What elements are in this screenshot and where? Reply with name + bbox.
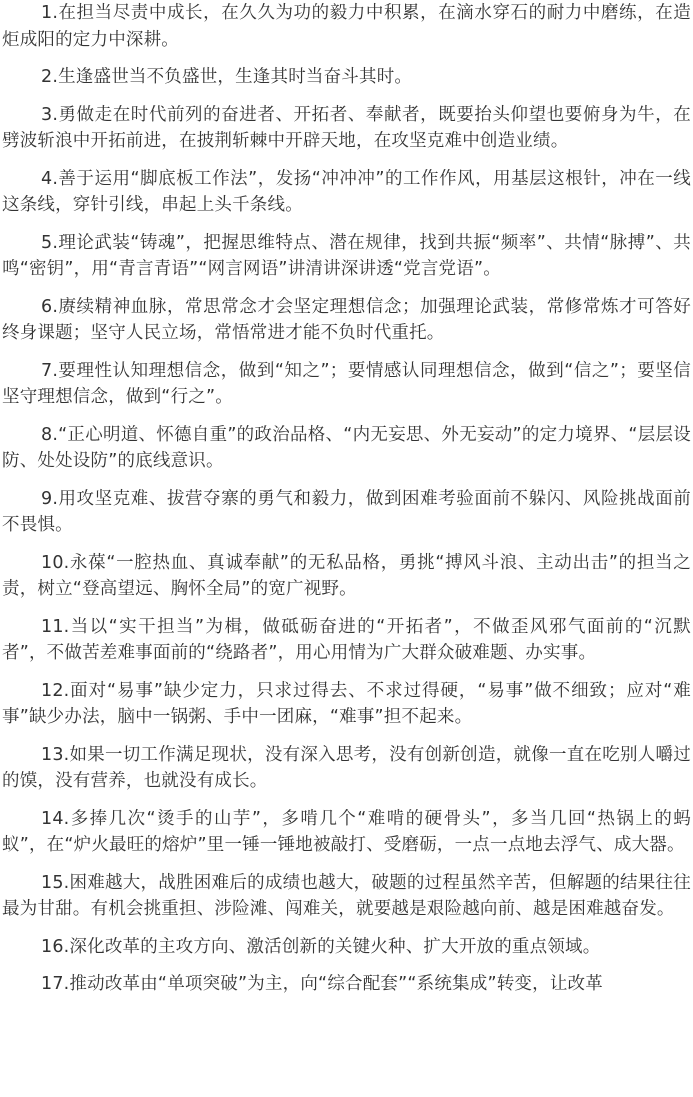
paragraph-17: 17.推动改革由“单项突破”为主，向“综合配套”“系统集成”转变，让改革	[41, 974, 603, 994]
paragraph-13: 13.如果一切工作满足现状，没有深入思考，没有创新创造，就像一直在吃别人嚼过的馍，没有营养，也就没有成长。	[2, 744, 691, 791]
paragraph-11: 11.当以“实干担当”为楫，做砥砺奋进的“开拓者”，不做歪风邪气面前的“沉默者”，不做苦差难事面前的“绕路者”，用心用情为广大群众破难题、办实事。	[2, 616, 691, 663]
paragraph-3: 3.勇做走在时代前列的奋进者、开拓者、奉献者，既要抬头仰望也要俯身为牛，在劈波斩浪中开拓前进，在披荆斩棘中开辟天地，在攻坚克难中创造业绩。	[2, 104, 691, 151]
paragraph-7: 7.要理性认知理想信念，做到“知之”；要情感认同理想信念，做到“信之”；要坚信坚守理想信念，做到“行之”。	[2, 360, 691, 407]
paragraph-12: 12.面对“易事”缺少定力，只求过得去、不求过得硬，“易事”做不细致；应对“难事”缺少办法，脑中一锅粥、手中一团麻，“难事”担不起来。	[2, 680, 691, 727]
paragraph-10: 10.永葆“一腔热血、真诚奉献”的无私品格，勇挑“搏风斗浪、主动出击”的担当之责，树立“登高望远、胸怀全局”的宽广视野。	[2, 552, 691, 599]
paragraph-1: 1.在担当尽责中成长，在久久为功的毅力中积累，在滴水穿石的耐力中磨练，在造炬成阳的定力中深耕。	[2, 3, 691, 50]
paragraph-9: 9.用攻坚克难、拔营夺寨的勇气和毅力，做到困难考验面前不躲闪、风险挑战面前不畏惧。	[2, 488, 691, 535]
paragraph-16: 16.深化改革的主攻方向、激活创新的关键火种、扩大开放的重点领域。	[41, 936, 601, 957]
paragraph-2: 2.生逢盛世当不负盛世，生逢其时当奋斗其时。	[41, 67, 413, 87]
paragraph-6: 6.赓续精神血脉，常思常念才会坚定理想信念；加强理论武装，常修常炼才可答好终身课题；坚守人民立场，常悟常进才能不负时代重托。	[2, 296, 691, 343]
paragraph-15: 15.困难越大，战胜困难后的成绩也越大，破题的过程虽然辛苦，但解题的结果往往最为甘甜。有机会挑重担、涉险滩、闯难关，就要越是艰险越向前、越是困难越奋发。	[2, 872, 691, 919]
paragraph-8: 8.“正心明道、怀德自重”的政治品格、“内无妄思、外无妄动”的定力境界、“层层设防、处处设防”的底线意识。	[2, 424, 691, 471]
paragraph-4: 4.善于运用“脚底板工作法”，发扬“冲冲冲”的工作作风，用基层这根针，冲在一线这条线，穿针引线，串起上头千条线。	[2, 168, 691, 215]
article-body	[2, 0, 691, 1009]
paragraph-5: 5.理论武装“铸魂”，把握思维特点、潜在规律，找到共振“频率”、共情“脉搏”、共鸣“密钥”，用“青言青语”“网言网语”讲清讲深讲透“党言党语”。	[2, 232, 691, 279]
paragraph-14: 14.多捧几次“烫手的山芋”，多啃几个“难啃的硬骨头”，多当几回“热锅上的蚂蚁”，在“炉火最旺的熔炉”里一锤一锤地被敲打、受磨砺，一点一点地去浮气、成大器。	[2, 808, 691, 855]
